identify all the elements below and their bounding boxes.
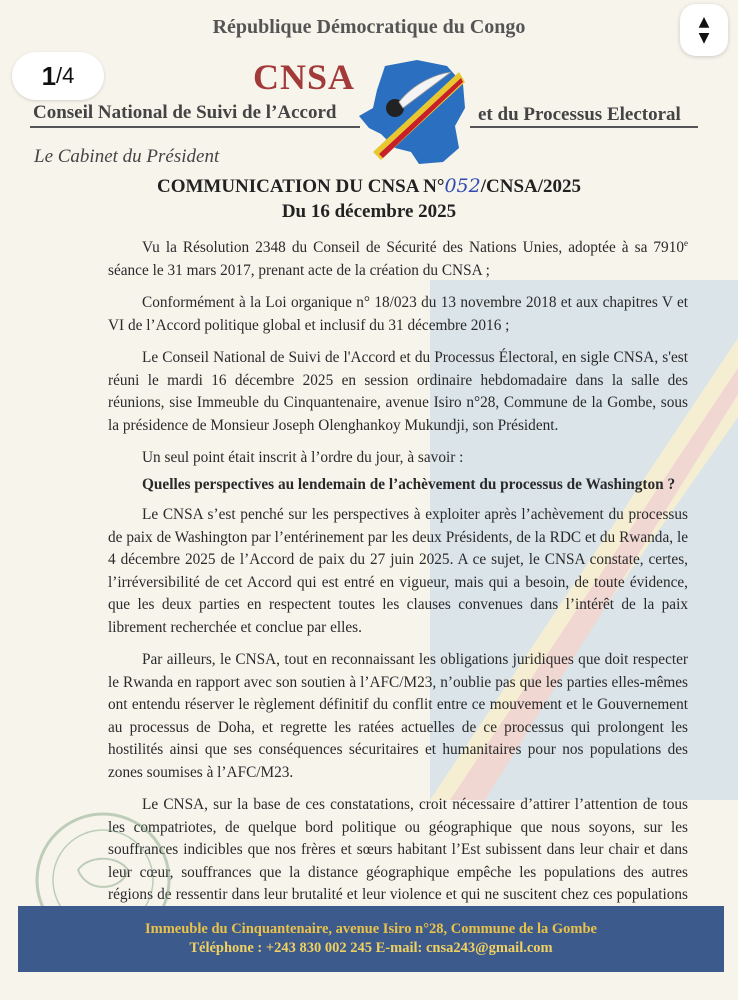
communication-body bbox=[108, 232, 688, 939]
chevron-down-icon[interactable]: ▼ bbox=[698, 30, 710, 46]
cnsa-name-right: et du Processus Electoral bbox=[478, 104, 681, 125]
chevron-up-icon[interactable]: ▲ bbox=[698, 14, 710, 30]
paragraph: Conformément à la Loi organique n° 18/023 du 13 novembre 2018 et aux chapitres V et VI de l’Accord politique global et inclusif du 31 décembre 2016 ; bbox=[108, 294, 688, 334]
paragraph-text: séance le 31 mars 2017, prenant acte de la création du CNSA ; bbox=[108, 261, 490, 279]
footer-address: Immeuble du Cinquantenaire, avenue Isiro n°28, Commune de la Gombe bbox=[145, 921, 597, 937]
drc-map-flag-icon bbox=[355, 56, 475, 168]
footer-banner bbox=[18, 906, 724, 972]
ordinal-superscript: e bbox=[684, 238, 688, 248]
country-name: République Démocratique du Congo bbox=[212, 16, 526, 38]
page-separator: / bbox=[56, 63, 63, 88]
paragraph: Par ailleurs, le CNSA, tout en reconnaissant les obligations juridiques que doit respecter le Rwanda en rapport avec son soutien à l’AFC/M23, n’oublie pas que les parties elles-mêmes ont entendu réserver le règlement définitif du conflit entre ce mouvement et le Gouvernement au processus de Doha, et regrette les ratées actuelles de ce processus qui prolongent les hostilités ainsi que ses conséquences sécuritaires et humanitaires pour nos populations des zones soumises à l’AFC/M23. bbox=[108, 651, 688, 781]
title-prefix: COMMUNICATION DU CNSA N° bbox=[156, 176, 445, 197]
paragraph-text: Vu la Résolution 2348 du Conseil de Sécurité des Nations Unies, adoptée à sa 7910 bbox=[142, 239, 684, 257]
page-current: 1 bbox=[41, 60, 57, 91]
paragraph: Le CNSA, sur la base de ces constatations, croit nécessaire d’attirer l’attention de tous les compatriotes, de quelque bord politique ou géographique que nous soyons, sur les souffrances indicibles que nos frères et sœurs habitant l’Est subissent dans leur chair et dans leur cœur, souffrances que la distance géographique empêche les populations des autres régions de ressentir dans leur brutalité et leur violence et qui ne suscitent chez ces populations bbox=[108, 796, 688, 904]
communication-title bbox=[0, 175, 738, 198]
communication-date: Du 16 décembre 2025 bbox=[281, 201, 457, 222]
paragraph: Un seul point était inscrit à l’ordre du jour, à savoir : bbox=[142, 449, 464, 467]
title-suffix: /CNSA/2025 bbox=[480, 176, 582, 197]
paragraph: Le Conseil National de Suivi de l'Accord et du Processus Électoral, en sigle CNSA, s'est réuni le mardi 16 décembre 2025 en session ordinaire hebdomadaire dans la salle des réunions, sise Immeuble du Cinquantenaire, avenue Isiro n°28, Commune de la Gombe, sous la présidence de Monsieur Joseph Olenghankoy Mukundji, son Président. bbox=[108, 349, 688, 434]
header-rule-right bbox=[470, 126, 698, 128]
page-counter bbox=[12, 52, 104, 100]
cnsa-acronym: CNSA bbox=[253, 57, 356, 97]
page-scroll-button[interactable] bbox=[680, 4, 728, 56]
header-rule-left bbox=[30, 126, 360, 128]
cabinet-signature-line: Le Cabinet du Président bbox=[34, 146, 220, 167]
paragraph: Le CNSA s’est penché sur les perspectives à exploiter après l’achèvement du processus de paix de Washington par l’entérinement par les deux Présidents, de la RDC et du Rwanda, le 4 décembre 2025 de l’Accord de paix du 27 juin 2025. A ce sujet, le CNSA constate, certes, l’irréversibilité de cet Accord qui est entré en vigueur, mais qui a besoin, de toute évidence, que les deux parties en respectent toutes les clauses convenues dans l’intérêt de la paix librement recherchée et conclue par elles. bbox=[108, 506, 688, 636]
page-total: 4 bbox=[62, 63, 75, 88]
footer-contact: Téléphone : +243 830 002 245 E-mail: cnsa243@gmail.com bbox=[189, 940, 553, 956]
cnsa-name-left: Conseil National de Suivi de l’Accord bbox=[33, 102, 337, 123]
paragraph bbox=[108, 232, 688, 282]
handwritten-number: 052 bbox=[444, 175, 481, 197]
agenda-question: Quelles perspectives au lendemain de l’achèvement du processus de Washington ? bbox=[142, 475, 676, 493]
